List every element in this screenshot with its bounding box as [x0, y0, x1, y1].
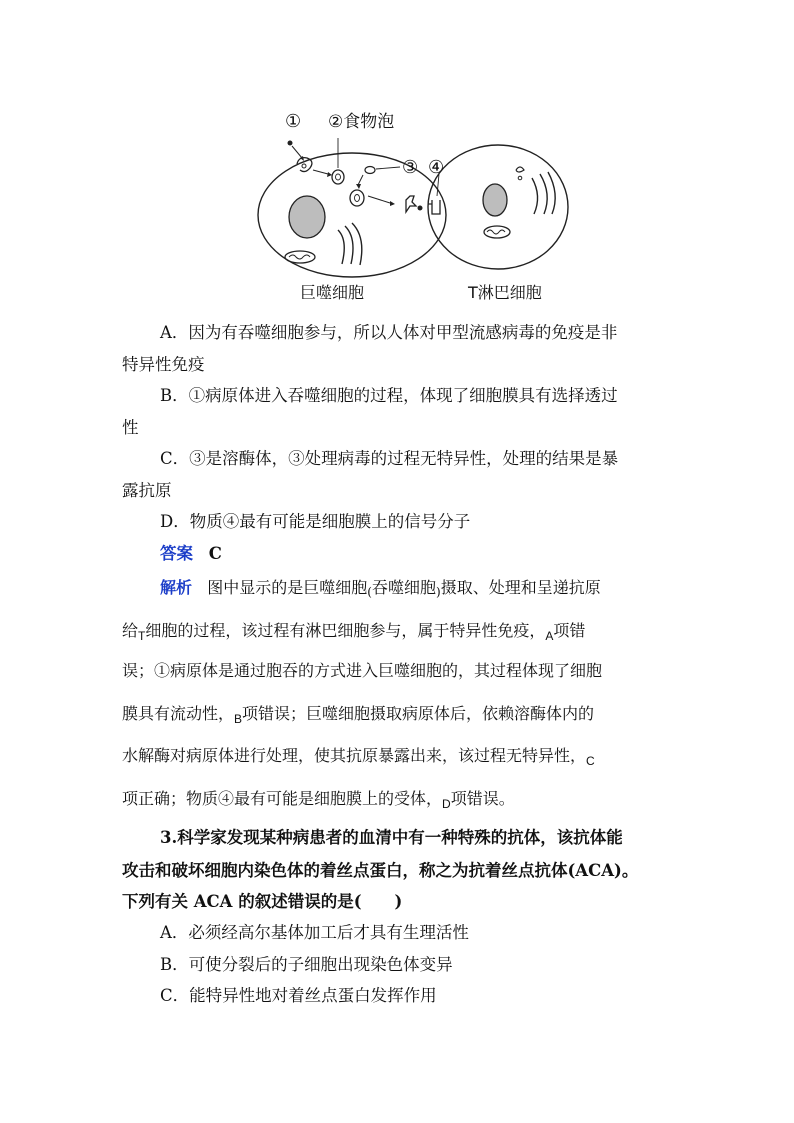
analysis-line-6: 项正确；物质④最有可能是细胞膜上的受体，$_D$项错误。 [122, 789, 515, 811]
tcell-nucleus [483, 184, 507, 216]
q3-stem-line3: 下列有关 ACA 的叙述错误的是( ) [122, 892, 403, 911]
label-4: ④ [428, 157, 445, 178]
q2-option-a-line1: A．因为有吞噬细胞参与，所以人体对甲型流感病毒的免疫是非 [160, 323, 618, 342]
q2-option-c-line2: 露抗原 [122, 481, 172, 500]
q2-option-d: D．物质④最有可能是细胞膜上的信号分子 [160, 512, 471, 531]
macrophage-mitochondrion [285, 251, 315, 263]
lysosome [365, 167, 375, 174]
q3-option-b: B．可使分裂后的子细胞出现染色体变异 [160, 955, 453, 974]
q3-option-c: C．能特异性地对着丝点蛋白发挥作用 [160, 986, 437, 1005]
macrophage-caption: 巨噬细胞 [300, 283, 365, 302]
tcell-golgi [516, 167, 524, 172]
q3-stem-line1: 3.科学家发现某种病患者的血清中有一种特殊的抗体，该抗体能 [160, 828, 623, 847]
macrophage-nucleus [289, 196, 325, 238]
digestive-vacuole [350, 190, 364, 206]
label-3: ③ [402, 157, 419, 178]
answer-row [160, 543, 222, 565]
macrophage-er [338, 223, 362, 265]
analysis-line-2: 给$_T$细胞的过程，该过程有淋巴细胞参与，属于特异性免疫，$_A$项错 [122, 621, 586, 643]
receptor [432, 200, 440, 214]
q2-option-b-line1: B．①病原体进入吞噬细胞的过程，体现了细胞膜具有选择透过 [160, 386, 618, 405]
q3-option-a: A．必须经高尔基体加工后才具有生理活性 [160, 923, 469, 942]
tcell-mitochondrion [484, 226, 510, 238]
antigen-presentation [406, 196, 416, 212]
food-vacuole [332, 170, 344, 184]
phagocytosis-pocket [297, 158, 312, 172]
tcell-er [532, 172, 555, 214]
q3-stem-line2: 攻击和破坏细胞内染色体的着丝点蛋白，称之为抗着丝点抗体(ACA)。 [122, 861, 639, 880]
answer-value: C [208, 544, 222, 563]
q2-option-b-line2: 性 [122, 418, 139, 437]
analysis-line-5: 水解酶对病原体进行处理，使其抗原暴露出来，该过程无特异性，$_C$ [122, 746, 595, 768]
analysis-label: 解析 [160, 578, 193, 597]
label-1: ① [285, 111, 302, 132]
cell-diagram [250, 100, 580, 310]
analysis-line-4: 膜具有流动性，$_B$项错误；巨噬细胞摄取病原体后，依赖溶酶体内的 [122, 704, 595, 726]
q2-option-a-line2: 特异性免疫 [122, 355, 205, 374]
analysis-line-1: 解析 图中显示的是巨噬细胞(吞噬细胞)摄取、处理和呈递抗原 [160, 578, 601, 599]
analysis-line-3: 误；①病原体是通过胞吞的方式进入巨噬细胞的，其过程体现了细胞 [122, 661, 603, 680]
q2-option-c-line1: C．③是溶酶体，③处理病毒的过程无特异性，处理的结果是暴 [160, 449, 619, 468]
label-2: ②食物泡 [328, 112, 395, 132]
pathogen-dot [288, 141, 293, 146]
answer-label: 答案 [160, 544, 193, 563]
tcell-caption: T淋巴细胞 [468, 283, 542, 302]
